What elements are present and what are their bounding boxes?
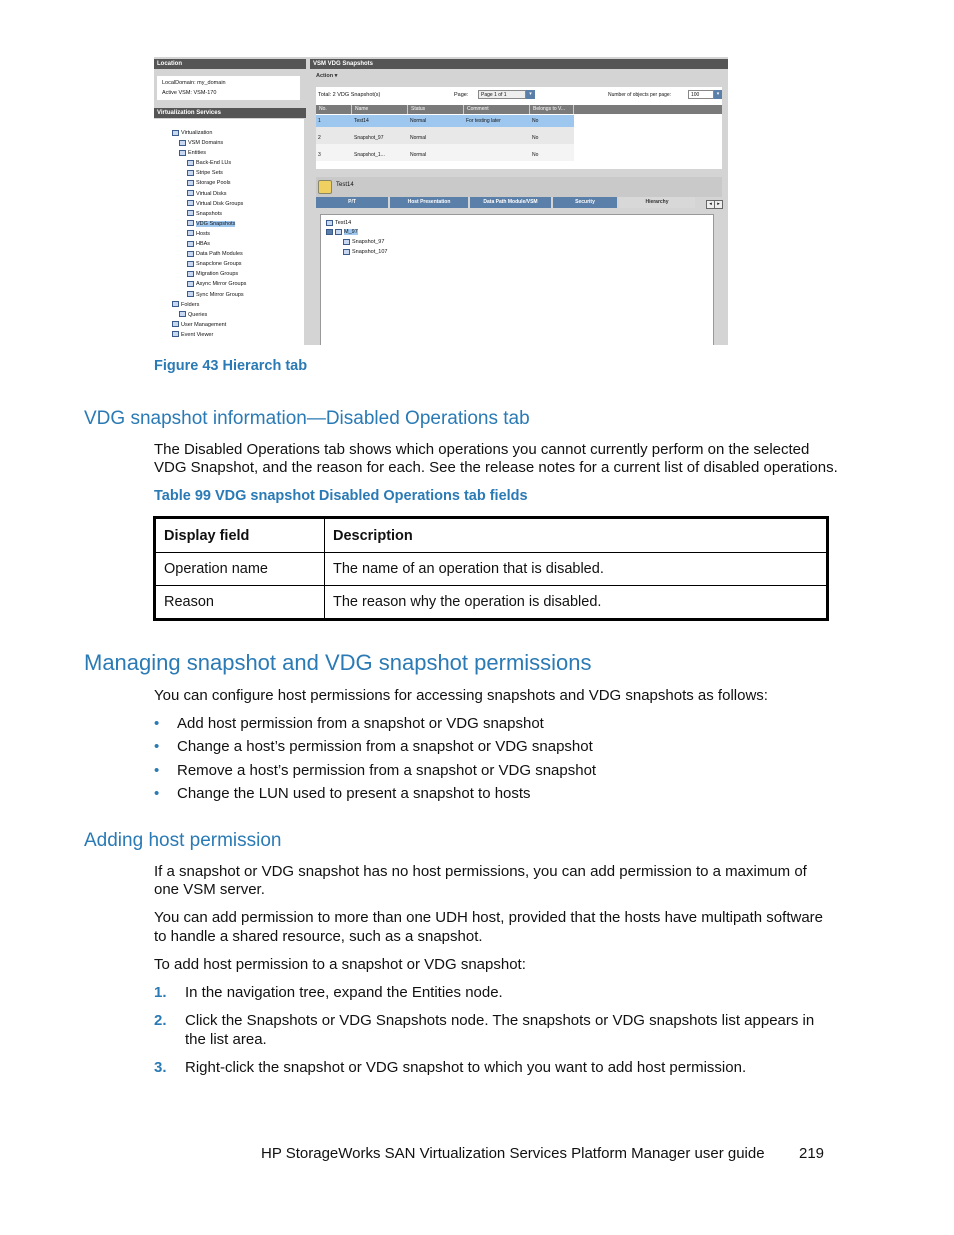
objects-dropdown-icon[interactable]: ▾ <box>714 90 722 99</box>
nav-tree-label: Data Path Modules <box>196 251 243 258</box>
nav-tree-item[interactable] <box>154 178 304 188</box>
nav-tree-label: VDG Snapshots <box>196 220 236 227</box>
nav-tree-item[interactable] <box>154 300 304 310</box>
left-pane <box>154 59 306 345</box>
tree-node-icon <box>187 251 194 257</box>
grid-cell-no: 2 <box>318 135 321 141</box>
tree-node-icon <box>179 311 186 317</box>
tree-node-icon <box>187 180 194 186</box>
nav-tree-label: Event Viewer <box>181 331 214 338</box>
step-text: In the navigation tree, expand the Entities node. <box>185 984 503 1001</box>
nav-tree-item[interactable] <box>154 148 304 158</box>
nav-tree-item[interactable] <box>154 219 304 229</box>
tree-node-icon <box>187 220 194 226</box>
paragraph-line: one VSM server. <box>154 881 265 898</box>
page-dropdown-icon[interactable]: ▾ <box>526 90 535 99</box>
nav-tree-label: Virtualization <box>181 130 213 136</box>
nav-tree-label: Folders <box>181 301 200 308</box>
total-count: Total: 2 VDG Snapshot(s) <box>318 92 381 98</box>
nav-tree-item[interactable] <box>154 249 304 259</box>
bullet-item <box>154 762 597 781</box>
active-vsm-label: Active VSM: <box>162 90 192 96</box>
nav-tree-label: HBAs <box>196 241 211 248</box>
step-number: 3. <box>154 1059 167 1076</box>
table-row <box>155 553 828 586</box>
tree-node-icon <box>187 271 194 277</box>
tree-node-icon <box>187 210 194 216</box>
objects-per-page-input[interactable]: 100 <box>688 90 714 99</box>
table-row <box>155 586 828 620</box>
step-number: 1. <box>154 984 167 1001</box>
nav-tree-item[interactable] <box>154 229 304 239</box>
nav-tree-item[interactable] <box>154 330 304 340</box>
snapshot-leaf-icon <box>343 249 350 255</box>
grid-row[interactable] <box>316 127 574 144</box>
col-comment[interactable]: Comment <box>464 105 530 114</box>
nav-tree-item[interactable] <box>154 158 304 168</box>
grid-cell-name: Snapshot_1... <box>354 152 385 158</box>
bullet-text: Add host permission from a snapshot or VDG snapshot <box>177 715 544 732</box>
step-item <box>154 1012 834 1048</box>
grid-cell-status: Normal <box>410 152 427 158</box>
col-status[interactable]: Status <box>408 105 464 114</box>
figure-caption: Figure 43 Hierarch tab <box>154 358 308 374</box>
tree-node-icon <box>179 150 186 156</box>
nav-tree-item[interactable] <box>154 199 304 209</box>
nav-tree-item[interactable] <box>154 189 304 199</box>
nav-tree-label: User Management <box>181 321 227 328</box>
page-label: Page: <box>454 92 469 98</box>
right-pane <box>310 59 728 345</box>
nav-tree-item[interactable] <box>154 128 304 138</box>
tab-hierarchy[interactable]: Hierarchy <box>619 197 695 208</box>
nav-tree-label: Stripe Sets <box>196 170 223 177</box>
nav-tree-label: Migration Groups <box>196 271 239 278</box>
grid-cell-status: Normal <box>410 135 427 141</box>
section-heading: VDG snapshot information—Disabled Operations tab <box>84 408 530 429</box>
step-text: Click the Snapshots or VDG Snapshots node. The snapshots or VDG snapshots list appears in <box>185 1012 815 1029</box>
nav-tree-label: Entities <box>188 150 207 157</box>
table-caption: Table 99 VDG snapshot Disabled Operations tab fields <box>154 488 528 504</box>
page-number: 219 <box>799 1145 825 1162</box>
tree-node-icon <box>172 321 179 327</box>
tree-node-icon <box>187 291 194 297</box>
grid-cell-no: 1 <box>318 118 321 124</box>
step-number: 2. <box>154 1012 167 1029</box>
col-name[interactable]: Name <box>352 105 408 114</box>
collapse-icon[interactable] <box>326 229 333 235</box>
col-belongs[interactable]: Belongs to V... <box>530 105 574 114</box>
tab-pt[interactable]: P/T <box>316 197 388 208</box>
step-item <box>154 984 834 1003</box>
bullet-item <box>154 785 531 804</box>
grid-cell-no: 3 <box>318 152 321 158</box>
disabled-operations-table <box>153 516 829 621</box>
local-domain-value: my_domain <box>197 80 226 86</box>
nav-tree-item[interactable] <box>154 310 304 320</box>
col-no[interactable]: No. <box>316 105 352 114</box>
grid-cell-belongs: No <box>532 135 539 141</box>
objects-per-page-label: Number of objects per page: <box>608 92 672 98</box>
section-heading: Adding host permission <box>84 830 282 851</box>
action-menu[interactable]: Action ▾ <box>316 73 338 79</box>
tab-data-path-module[interactable]: Data Path Module/VSM <box>470 197 551 208</box>
nav-tree-label: Virtual Disks <box>196 190 227 197</box>
local-domain-label: LocalDomain: <box>162 80 196 86</box>
virt-services-header: Virtualization Services <box>154 108 306 118</box>
tree-node-icon <box>187 230 194 236</box>
paragraph-line: You can add permission to more than one UDH host, provided that the hosts have multipath software <box>154 909 823 926</box>
nav-tree <box>154 119 304 345</box>
tree-node-icon <box>187 281 194 287</box>
nav-tree-label: Snapclone Groups <box>196 261 242 268</box>
tab-scroll-left-icon[interactable]: ◂ <box>706 200 715 209</box>
nav-tree-label: Storage Pools <box>196 180 231 187</box>
tree-node-icon <box>187 190 194 196</box>
tree-node-icon <box>172 130 179 136</box>
nav-tree-label: Virtual Disk Groups <box>196 200 244 207</box>
bullet-item <box>154 715 544 734</box>
table-cell: The name of an operation that is disabled. <box>325 553 828 586</box>
grid-cell-belongs: No <box>532 118 539 124</box>
tree-node-icon <box>187 170 194 176</box>
grid-cell-comment <box>464 144 530 156</box>
page-select[interactable]: Page 1 of 1 <box>478 90 526 99</box>
detail-title: Test14 <box>336 182 354 188</box>
chapter-heading: Managing snapshot and VDG snapshot permissions <box>84 650 592 675</box>
table-header-cell: Description <box>325 518 828 553</box>
snapshot-list-area <box>316 87 722 169</box>
step-text: Right-click the snapshot or VDG snapshot to which you want to add host permission. <box>185 1059 747 1076</box>
hier-child-row[interactable] <box>326 227 358 237</box>
table-header-cell: Display field <box>155 518 325 553</box>
nav-tree-label: Back-End LUs <box>196 160 232 167</box>
grid-row[interactable] <box>316 115 574 127</box>
tab-scroll-right-icon[interactable]: ▸ <box>714 200 723 209</box>
tree-node-icon <box>172 331 179 337</box>
vdg-snapshots-header: VSM VDG Snapshots <box>310 59 728 69</box>
snapshot-icon <box>318 180 332 194</box>
hier-leaf-row[interactable] <box>343 247 387 257</box>
grid-header <box>316 105 722 114</box>
grid-cell-name: Test14 <box>354 118 369 124</box>
active-vsm-value: VSM-170 <box>193 90 217 96</box>
location-box <box>157 76 300 100</box>
bullet-text: Change the LUN used to present a snapshot to hosts <box>177 785 531 802</box>
location-header: Location <box>154 59 306 69</box>
grid-cell-name: Snapshot_97 <box>354 135 384 141</box>
bullet-icon: • <box>154 785 160 802</box>
nav-tree-item[interactable] <box>154 290 304 300</box>
group-icon <box>335 229 342 235</box>
nav-tree-item[interactable] <box>154 269 304 279</box>
nav-tree-item[interactable] <box>154 168 304 178</box>
grid-row[interactable] <box>316 144 574 161</box>
table-cell: Reason <box>155 586 325 620</box>
nav-tree-item[interactable] <box>154 209 304 219</box>
grid-cell-status: Normal <box>410 118 427 124</box>
nav-tree-item[interactable] <box>154 259 304 269</box>
tree-node-icon <box>179 140 186 146</box>
bullet-item <box>154 738 593 757</box>
nav-tree-item[interactable] <box>154 279 304 289</box>
bullet-icon: • <box>154 715 160 732</box>
table-cell: The reason why the operation is disabled. <box>325 586 828 620</box>
hierarchy-tree <box>320 214 714 345</box>
tree-node-icon <box>172 301 179 307</box>
hier-leaf-label: Snapshot_107 <box>352 249 388 255</box>
nav-tree-label: Queries <box>188 311 208 318</box>
nav-tree-label: Sync Mirror Groups <box>196 291 244 298</box>
table-header-row <box>155 518 828 553</box>
paragraph: To add host permission to a snapshot or VDG snapshot: <box>154 956 526 973</box>
grid-cell-comment <box>464 127 530 139</box>
hierarchy-tab-screenshot <box>154 57 728 345</box>
step-item <box>154 1059 834 1078</box>
paragraph-line: to handle a shared resource, such as a snapshot. <box>154 928 483 945</box>
tree-node-icon <box>187 200 194 206</box>
nav-tree-label: Hosts <box>196 230 211 237</box>
hier-leaf-row[interactable] <box>343 237 384 247</box>
bullet-text: Remove a host’s permission from a snapshot or VDG snapshot <box>177 762 597 779</box>
tree-node-icon <box>187 241 194 247</box>
tree-node-icon <box>187 261 194 267</box>
tree-node-icon <box>187 160 194 166</box>
paragraph-line: VDG Snapshot, and the reason for each. See the release notes for a current list of disabled operations. <box>154 459 838 476</box>
nav-tree-item[interactable] <box>154 138 304 148</box>
snapshot-leaf-icon <box>343 239 350 245</box>
detail-title-bar <box>316 177 722 197</box>
bullet-icon: • <box>154 762 160 779</box>
hier-child-label: M_97 <box>344 229 358 235</box>
bullet-icon: • <box>154 738 160 755</box>
bullet-text: Change a host’s permission from a snapshot or VDG snapshot <box>177 738 593 755</box>
nav-tree-item[interactable] <box>154 320 304 330</box>
nav-tree-label: VSM Domains <box>188 140 224 147</box>
nav-tree-item[interactable] <box>154 239 304 249</box>
nav-tree-label: Snapshots <box>196 210 222 217</box>
paragraph-line: The Disabled Operations tab shows which operations you cannot currently perform on the selected <box>154 441 810 458</box>
footer-title: HP StorageWorks SAN Virtualization Services Platform Manager user guide <box>261 1145 765 1162</box>
step-text-cont: the list area. <box>185 1031 267 1048</box>
hier-root-label: Test14 <box>335 220 352 226</box>
tab-security[interactable]: Security <box>553 197 617 208</box>
detail-tabs <box>316 197 722 208</box>
hier-leaf-label: Snapshot_97 <box>352 239 385 245</box>
grid-cell-belongs: No <box>532 152 539 158</box>
table-cell: Operation name <box>155 553 325 586</box>
paragraph: You can configure host permissions for accessing snapshots and VDG snapshots as follows: <box>154 687 768 704</box>
paragraph-line: If a snapshot or VDG snapshot has no host permissions, you can add permission to a maximum of <box>154 863 807 880</box>
grid-cell-comment: For testing later <box>466 118 501 124</box>
folder-icon <box>326 220 333 226</box>
nav-tree-label: Async Mirror Groups <box>196 281 247 288</box>
tab-host-presentation[interactable]: Host Presentation <box>390 197 468 208</box>
